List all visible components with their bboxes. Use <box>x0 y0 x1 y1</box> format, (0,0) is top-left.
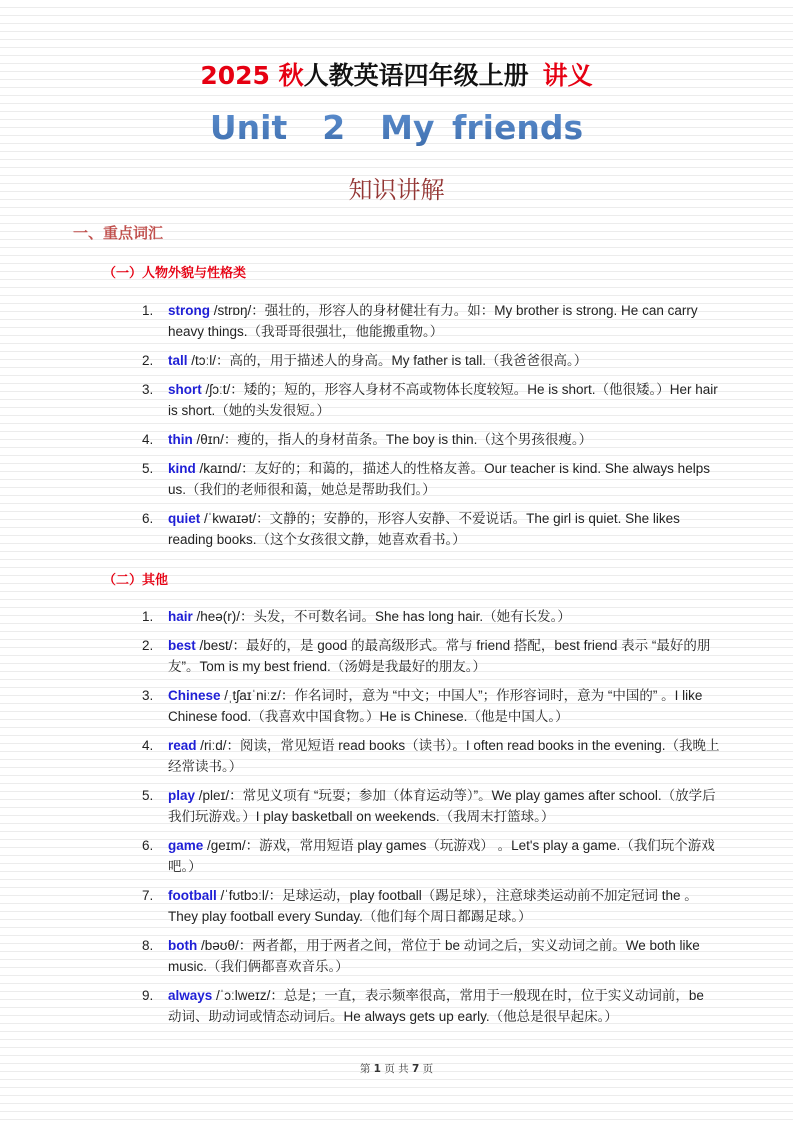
item-number: 3. <box>142 382 154 397</box>
item-number: 9. <box>142 988 154 1003</box>
title-year-season: 2025 秋 <box>200 61 304 90</box>
vocab-explanation: /geɪm/：游戏，常用短语 play games（玩游戏） 。Let's play a game.（我们玩个游戏吧。） <box>168 838 715 874</box>
vocab-item <box>140 685 720 727</box>
vocab-word: hair <box>168 609 193 624</box>
item-number: 8. <box>142 938 154 953</box>
vocab-item <box>140 379 720 421</box>
vocab-item <box>140 735 720 777</box>
vocab-explanation: /bəʊθ/：两者都，用于两者之间，常位于 be 动词之后，实义动词之前。We both like music.（我们俩都喜欢音乐。） <box>168 938 700 974</box>
document-title <box>0 56 793 92</box>
vocab-item <box>140 350 720 371</box>
item-number: 7. <box>142 888 154 903</box>
item-number: 2. <box>142 638 154 653</box>
vocab-word: best <box>168 638 196 653</box>
vocab-explanation: /pleɪ/：常见义项有 “玩耍；参加（体育运动等）”。We play games after school.（放学后我们玩游戏。）I play basketball on weekends.（我周末打篮球。） <box>168 788 716 824</box>
vocab-word: read <box>168 738 197 753</box>
vocab-list-others <box>140 606 720 1035</box>
vocab-item <box>140 429 720 450</box>
vocab-word: game <box>168 838 204 853</box>
item-number: 6. <box>142 511 154 526</box>
vocab-explanation: /θɪn/：瘦的，指人的身材苗条。The boy is thin.（这个男孩很瘦。） <box>192 432 593 447</box>
vocab-explanation: /tɔːl/：高的，用于描述人的身高。My father is tall.（我爸爸很高。） <box>187 353 588 368</box>
title-course: 人教英语四年级上册 <box>303 61 529 90</box>
title-type: 讲义 <box>542 61 593 90</box>
vocab-explanation: /riːd/：阅读，常见短语 read books（读书）。I often read books in the evening.（我晚上经常读书。） <box>168 738 720 774</box>
vocab-explanation: /kaɪnd/：友好的；和蔼的，描述人的性格友善。Our teacher is kind. She always helps us.（我们的老师很和蔼，她总是帮助我们。） <box>168 461 710 497</box>
current-page-number: 1 <box>373 1063 381 1075</box>
vocab-item <box>140 300 720 342</box>
vocab-word: tall <box>168 353 188 368</box>
vocab-word: both <box>168 938 198 953</box>
item-number: 1. <box>142 303 154 318</box>
unit-title: Unit 2 My friends <box>0 108 793 147</box>
page-footer <box>0 1061 793 1076</box>
vocab-item <box>140 985 720 1027</box>
footer-suffix: 页 <box>419 1063 434 1075</box>
vocab-word: kind <box>168 461 196 476</box>
item-number: 1. <box>142 609 154 624</box>
vocab-item <box>140 606 720 627</box>
vocab-item <box>140 508 720 550</box>
vocab-word: always <box>168 988 213 1003</box>
section-heading-vocabulary: 一、重点词汇 <box>73 224 164 242</box>
vocab-word: play <box>168 788 196 803</box>
vocab-item <box>140 935 720 977</box>
section-subtitle: 知识讲解 <box>348 176 445 204</box>
item-number: 6. <box>142 838 154 853</box>
item-number: 3. <box>142 688 154 703</box>
vocab-item <box>140 835 720 877</box>
vocab-explanation: /ˌtʃaɪˈniːz/：作名词时，意为 “中文；中国人”；作形容词时，意为 “中国的” 。I like Chinese food.（我喜欢中国食物。）He is Chinese.（他是中国人。） <box>168 688 703 724</box>
item-number: 5. <box>142 788 154 803</box>
vocab-word: football <box>168 888 217 903</box>
vocab-explanation: /ˈkwaɪət/：文静的；安静的，形容人安静、不爱说话。The girl is quiet. She likes reading books.（这个女孩很文静，她喜欢看书。） <box>168 511 680 547</box>
footer-middle: 页 共 <box>380 1063 412 1075</box>
item-number: 2. <box>142 353 154 368</box>
vocab-explanation: /ʃɔːt/：矮的；短的，形容人身材不高或物体长度较短。He is short.（他很矮。）Her hair is short.（她的头发很短。） <box>168 382 718 418</box>
group-heading-appearance: （一）人物外貌与性格类 <box>103 266 247 281</box>
vocab-explanation: /best/：最好的，是 good 的最高级形式。常与 friend 搭配，best friend 表示 “最好的朋友”。Tom is my best friend.（汤姆是我最好的朋友。） <box>168 638 711 674</box>
footer-prefix: 第 <box>359 1063 374 1075</box>
vocab-word: Chinese <box>168 688 221 703</box>
vocab-list-appearance <box>140 300 720 558</box>
vocab-word: thin <box>168 432 193 447</box>
vocab-item <box>140 885 720 927</box>
vocab-item <box>140 785 720 827</box>
item-number: 5. <box>142 461 154 476</box>
vocab-word: quiet <box>168 511 201 526</box>
vocab-explanation: /heə(r)/：头发，不可数名词。She has long hair.（她有长发。） <box>192 609 571 624</box>
item-number: 4. <box>142 432 154 447</box>
vocab-explanation: /ˈɔːlweɪz/：总是；一直，表示频率很高，常用于一般现在时，位于实义动词前，be 动词、助动词或情态动词后。He always gets up early.（他总是很早起床。） <box>168 988 704 1024</box>
group-heading-others: （二）其他 <box>103 573 169 588</box>
vocab-explanation: /strɒŋ/：强壮的，形容人的身材健壮有力。如：My brother is strong. He can carry heavy things.（我哥哥很强壮，他能搬重物。） <box>168 303 698 339</box>
total-pages-number: 7 <box>412 1063 420 1075</box>
vocab-word: strong <box>168 303 210 318</box>
vocab-item <box>140 635 720 677</box>
vocab-explanation: /ˈfʊtbɔːl/：足球运动，play football（踢足球），注意球类运动前不加定冠词 the 。They play football every Sunday.（他们每个周日都踢足球。） <box>168 888 698 924</box>
vocab-word: short <box>168 382 202 397</box>
vocab-item <box>140 458 720 500</box>
item-number: 4. <box>142 738 154 753</box>
